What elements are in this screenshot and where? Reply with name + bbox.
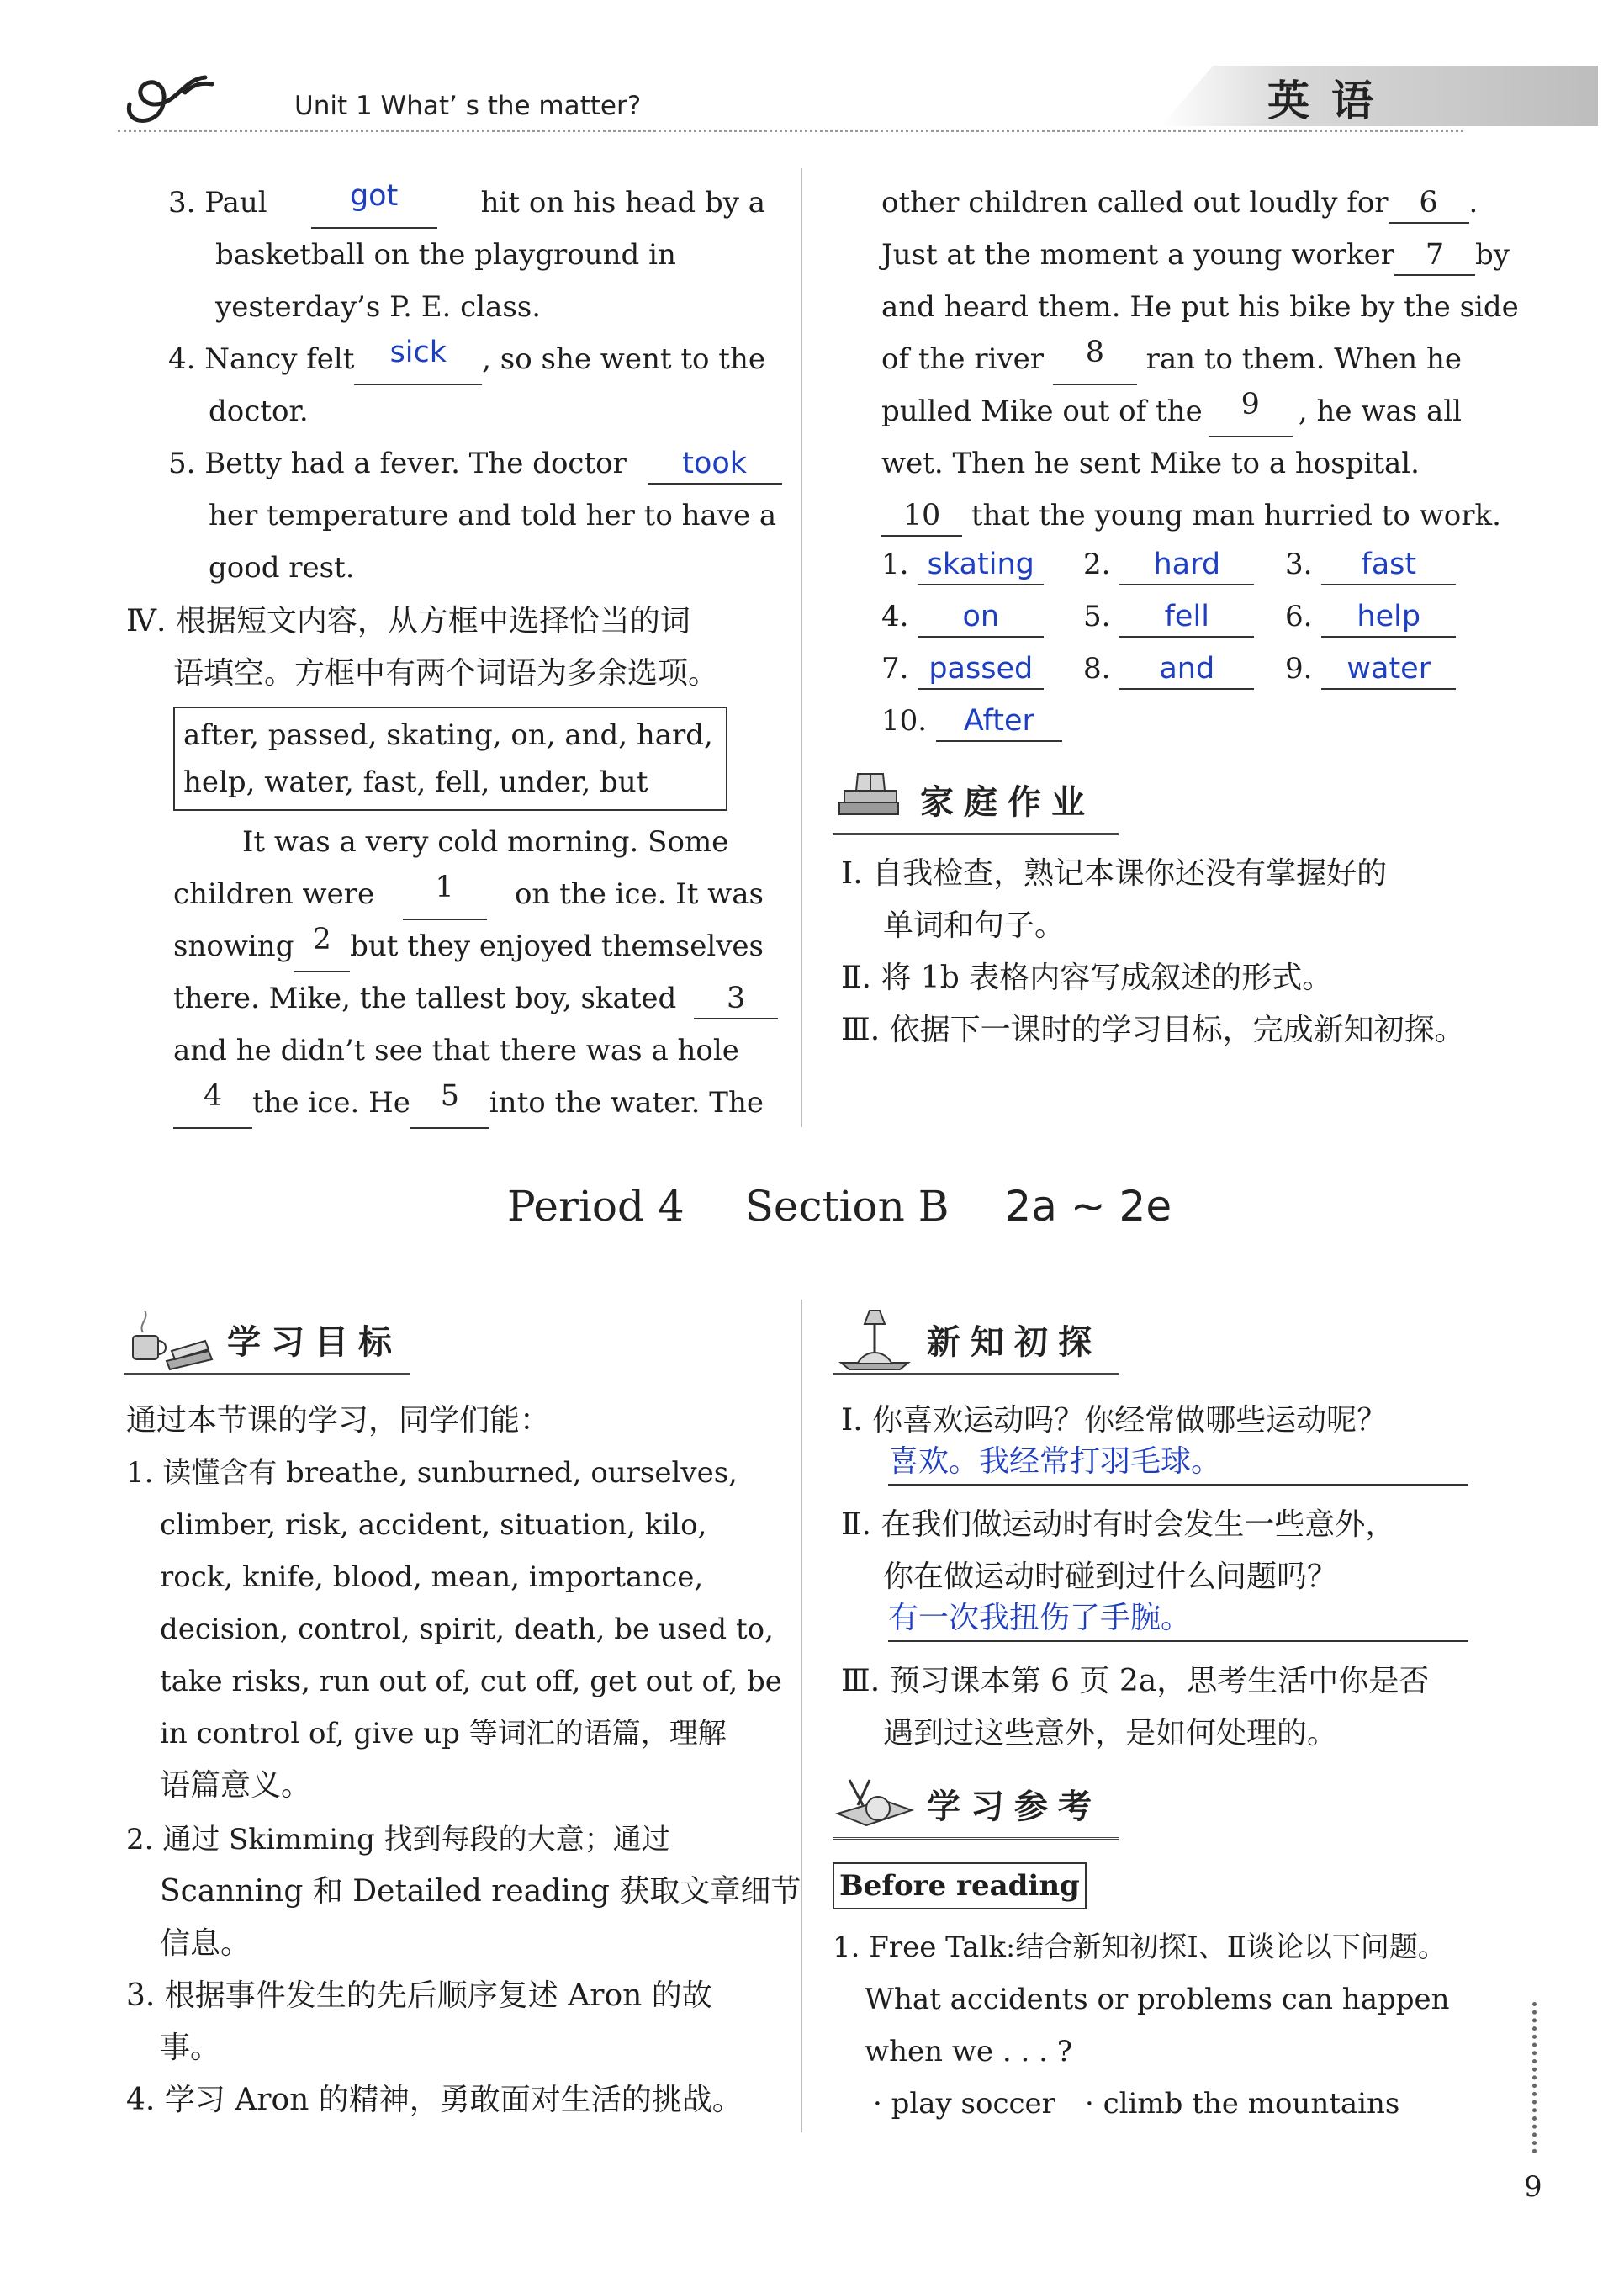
- logo-icon: [118, 67, 219, 135]
- preview-q3-line2: 遇到过这些意外，是如何处理的。: [883, 1716, 1338, 1750]
- answer-item: 3. fast: [1285, 538, 1456, 591]
- goal2-line3: 信息。: [160, 1926, 251, 1961]
- teacup-books-icon: [124, 1307, 217, 1371]
- left-column-exercises: [168, 177, 765, 229]
- page-header: [118, 59, 1472, 143]
- blank-9: 9: [1209, 385, 1293, 437]
- goal4: 4. 学习 Aron 的精神，勇敢面对生活的挑战。: [126, 2083, 743, 2117]
- q3-line2: basketball on the playground in: [215, 238, 676, 272]
- side-dots: [1532, 2002, 1537, 2153]
- column-divider-bottom: [801, 1300, 802, 2132]
- goal2-line1: 2. 通过 Skimming 找到每段的大意；通过: [126, 1823, 670, 1856]
- blank-2: 2: [294, 920, 350, 972]
- r-passage-line2: Just at the moment a young worker 7 by: [881, 229, 1462, 281]
- answer-item: 4. on: [881, 591, 1044, 643]
- homework-item-2: Ⅱ. 将 1b 表格内容写成叙述的形式。: [841, 961, 1333, 995]
- r-passage-line5: pulled Mike out of the 9 , he was all: [881, 385, 1462, 437]
- header-rule: [118, 130, 1463, 137]
- answers-grid: [881, 538, 1470, 757]
- q5-line3: good rest.: [209, 551, 355, 585]
- r-passage-line3: and heard them. He put his bike by the side: [881, 290, 1519, 324]
- goal1-line3: rock, knife, blood, mean, importance,: [160, 1560, 704, 1594]
- homework-item-1b: 单词和句子。: [883, 908, 1066, 943]
- word-box: [173, 707, 727, 811]
- unit-title: Unit 1 What’ s the matter?: [294, 91, 642, 121]
- answer-item: 10. After: [881, 695, 1062, 747]
- goal1-line7: 语篇意义。: [160, 1768, 312, 1803]
- goal1-line1: 1. 读懂含有 breathe, sunburned, ourselves,: [126, 1456, 738, 1490]
- reference-heading: [833, 1770, 1119, 1840]
- before-reading-label: Before reading: [833, 1862, 1087, 1909]
- blank-5: 5: [410, 1077, 489, 1129]
- goal1-line4: decision, control, spirit, death, be used to,: [160, 1613, 774, 1646]
- blank-8: 8: [1053, 333, 1137, 385]
- answer-item: 7. passed: [881, 643, 1044, 695]
- r-passage-line7: 10 that the young man hurried to work.: [881, 490, 1501, 542]
- q3-line1: 3. Paul got hit on his head by a: [168, 177, 765, 229]
- preview-a2: 有一次我扭伤了手腕。: [888, 1597, 1468, 1642]
- r-passage-line1: other children called out loudly for 6 .: [881, 177, 1462, 229]
- answer-item: 9. water: [1285, 643, 1456, 695]
- lamp-icon: [833, 1307, 917, 1371]
- period-label: Period 4: [507, 1182, 685, 1231]
- homework-title: 家庭作业: [920, 782, 1095, 822]
- homework-item-3: Ⅲ. 依据下一课时的学习目标，完成新知初探。: [841, 1013, 1465, 1047]
- goals-title: 学习目标: [227, 1322, 402, 1362]
- word-box-line1: after, passed, skating, on, and, hard,: [183, 718, 713, 752]
- free-talk-line2: What accidents or problems can happen: [865, 1983, 1450, 2016]
- goal1-line6: in control of, give up 等词汇的语篇，理解: [160, 1717, 727, 1750]
- answer-item: 2. hard: [1083, 538, 1254, 591]
- goals-intro: 通过本节课的学习，同学们能：: [126, 1403, 551, 1438]
- blank-6: 6: [1389, 183, 1469, 224]
- column-divider: [801, 168, 802, 1127]
- answer-blank: took: [648, 444, 782, 485]
- subject-label: 英语: [1267, 76, 1395, 125]
- goal1-line2: climber, risk, accident, situation, kilo,: [160, 1508, 707, 1542]
- r-passage-line4: of the river 8 ran to them. When he: [881, 333, 1462, 385]
- passage-line5: and he didn’t see that there was a hole: [173, 1034, 739, 1067]
- blank-4: 4: [173, 1077, 252, 1129]
- preview-q1: Ⅰ. 你喜欢运动吗？你经常做哪些运动呢？: [841, 1403, 1388, 1438]
- q4-line2: doctor.: [209, 395, 309, 428]
- passage-line3: snowing 2 but they enjoyed themselves: [173, 920, 764, 972]
- blank-3: 3: [694, 979, 778, 1019]
- page-number: 9: [1524, 2170, 1542, 2204]
- q5-line2: her temperature and told her to have a: [209, 499, 777, 532]
- passage-line4: there. Mike, the tallest boy, skated 3: [173, 972, 778, 1025]
- option-climb-mountains: · climb the mountains: [1085, 2087, 1400, 2121]
- passage-line6: 4 the ice. He 5 into the water. The: [173, 1077, 764, 1129]
- goal2-line2: Scanning 和 Detailed reading 获取文章细节: [160, 1874, 801, 1909]
- goal3-line2: 事。: [160, 2031, 221, 2065]
- goal3-line1: 3. 根据事件发生的先后顺序复述 Aron 的故: [126, 1978, 712, 2013]
- option-play-soccer: · play soccer: [873, 2087, 1055, 2121]
- books-icon: [833, 769, 908, 829]
- goal1-line5: take risks, run out of, cut off, get out of, be: [160, 1665, 782, 1698]
- preview-q3-line1: Ⅲ. 预习课本第 6 页 2a，思考生活中你是否: [841, 1664, 1430, 1698]
- answer-blank: sick: [354, 333, 482, 385]
- reference-title: 学习参考: [927, 1787, 1102, 1826]
- blank-7: 7: [1394, 236, 1475, 276]
- passage-line2: children were 1 on the ice. It was: [173, 868, 764, 920]
- answer-blank: got: [311, 177, 437, 229]
- q3-line3: yesterday’s P. E. class.: [215, 290, 542, 324]
- passage-line1: It was a very cold morning. Some: [242, 825, 729, 859]
- preview-heading: [833, 1305, 1119, 1375]
- answer-item: 6. help: [1285, 591, 1456, 643]
- range-label: 2a ~ 2e: [1004, 1182, 1172, 1231]
- section-title: [507, 1182, 1172, 1231]
- q5-line1: 5. Betty had a fever. The doctor took: [168, 437, 782, 490]
- section-label: Section B: [744, 1182, 950, 1231]
- homework-heading: [833, 765, 1119, 835]
- blank-1: 1: [403, 868, 487, 920]
- answer-item: 1. skating: [881, 538, 1044, 591]
- free-talk-line1: 1. Free Talk:结合新知初探Ⅰ、Ⅱ谈论以下问题。: [833, 1930, 1447, 1964]
- answer-item: 5. fell: [1083, 591, 1254, 643]
- free-talk-line3: when we . . . ?: [865, 2035, 1072, 2068]
- blank-10: 10: [881, 496, 962, 537]
- q4-line1: 4. Nancy felt sick , so she went to the: [168, 333, 765, 385]
- answer-item: 8. and: [1083, 643, 1254, 695]
- compass-book-icon: [833, 1772, 917, 1835]
- part4-instruction-2: 语填空。方框中有两个词语为多余选项。: [173, 656, 719, 691]
- word-box-line2: help, water, fast, fell, under, but: [183, 765, 648, 799]
- preview-a1: 喜欢。我经常打羽毛球。: [888, 1440, 1468, 1486]
- r-passage-line6: wet. Then he sent Mike to a hospital.: [881, 447, 1420, 480]
- preview-title: 新知初探: [927, 1322, 1102, 1362]
- part4-instruction-1: Ⅳ. 根据短文内容，从方框中选择恰当的词: [126, 604, 690, 638]
- homework-item-1: Ⅰ. 自我检查，熟记本课你还没有掌握好的: [841, 856, 1388, 891]
- preview-q2-line1: Ⅱ. 在我们做运动时有时会发生一些意外，: [841, 1507, 1396, 1542]
- goals-heading: [124, 1305, 410, 1375]
- preview-q2-line2: 你在做运动时碰到过什么问题吗？: [883, 1560, 1338, 1594]
